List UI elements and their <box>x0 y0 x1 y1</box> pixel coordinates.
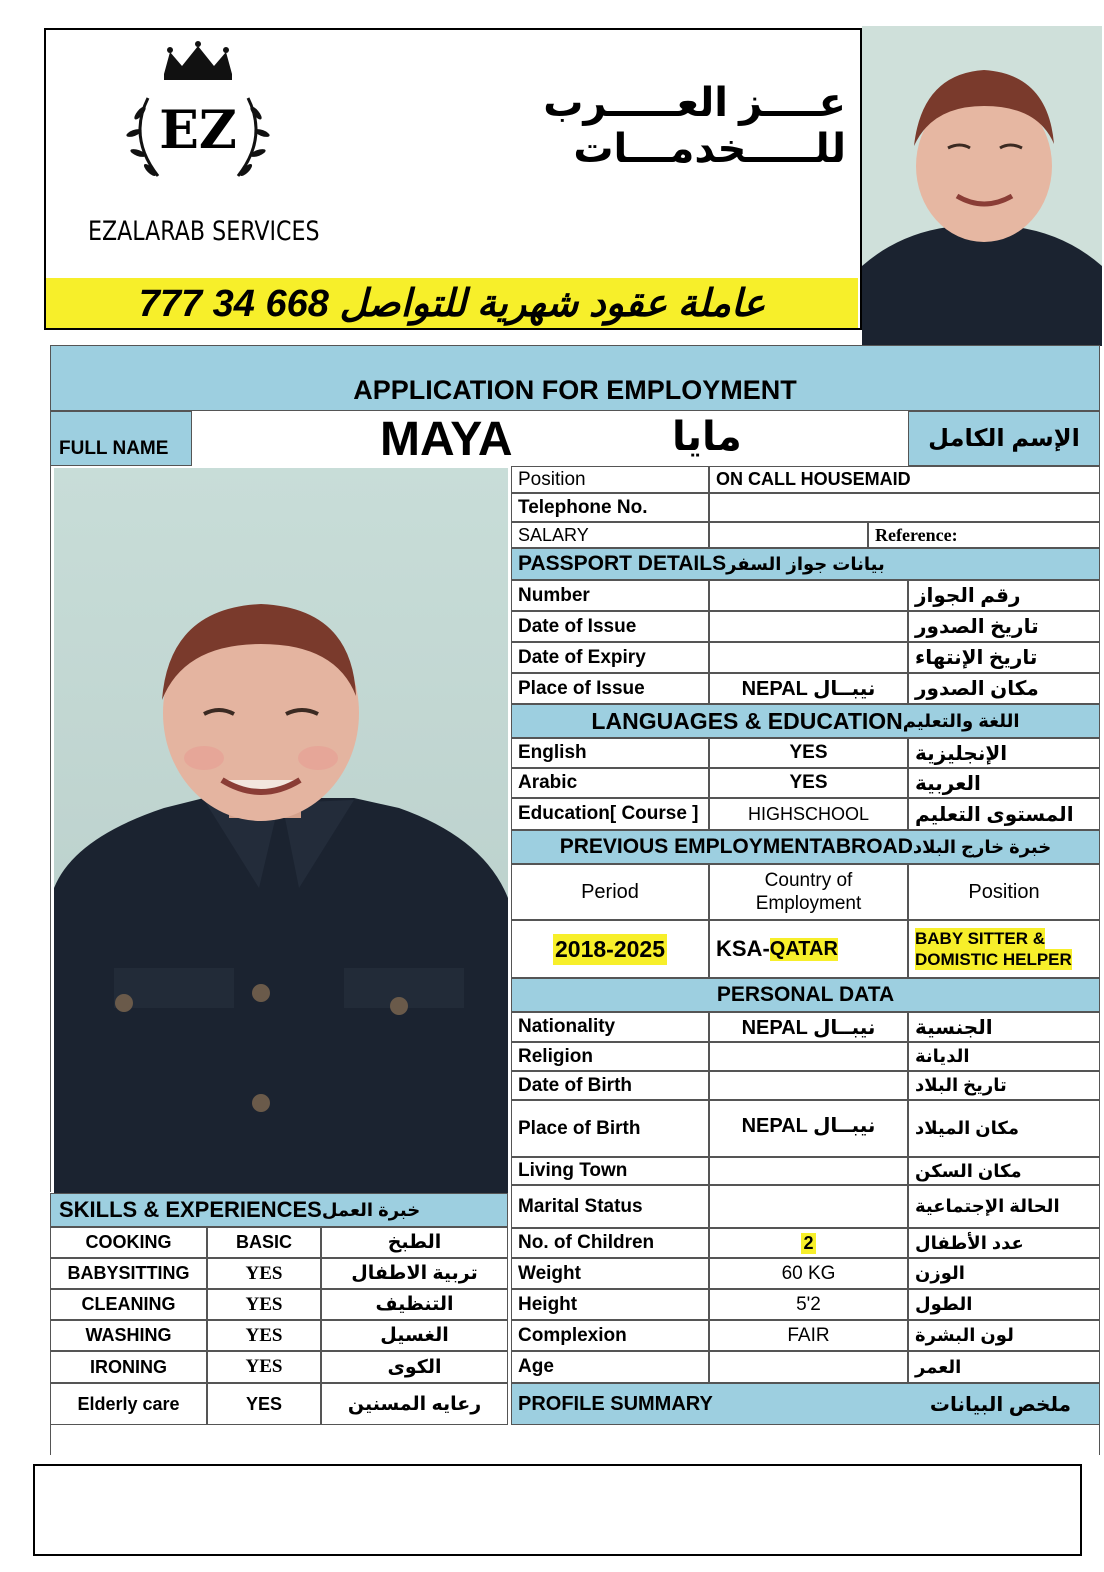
arabic-label-ar: العربية <box>908 768 1100 798</box>
english-label: English <box>511 738 709 768</box>
date-of-issue-label-ar: تاريخ الصدور <box>908 611 1100 642</box>
full-name-value-box <box>192 411 908 466</box>
form-title: APPLICATION FOR EMPLOYMENT <box>353 375 797 405</box>
place-of-issue-label-ar: مكان الصدور <box>908 673 1100 704</box>
logo-initials: EZ <box>159 100 237 161</box>
personal-data-heading: PERSONAL DATA <box>511 978 1100 1012</box>
height-value[interactable]: 5'2 <box>709 1289 908 1320</box>
height-label: Height <box>511 1289 709 1320</box>
telephone-value[interactable] <box>709 493 1100 522</box>
skill-cleaning: CLEANING <box>50 1289 207 1320</box>
nationality-value[interactable]: NEPAL نيبــال <box>709 1012 908 1042</box>
company-name-ar: عــــز العـــــرب للـــــخدمـــات <box>543 81 846 171</box>
english-label-ar: الإنجليزية <box>908 738 1100 768</box>
marital-status-value[interactable] <box>709 1185 908 1228</box>
form-title-bar <box>50 345 1100 411</box>
education-value[interactable]: HIGHSCHOOL <box>709 798 908 830</box>
full-name-en: MAYA <box>380 413 513 466</box>
children-label-ar: عدد الأطفال <box>908 1228 1100 1258</box>
english-value[interactable]: YES <box>709 738 908 768</box>
passport-number-label-ar: رقم الجواز <box>908 580 1100 611</box>
position-label: Position <box>511 466 709 493</box>
skill-ironing-ar: الكوى <box>321 1351 508 1383</box>
profile-summary-heading: PROFILE SUMMARY ملخص البيانات <box>511 1383 1100 1425</box>
date-of-birth-label-ar: تاريخ البلاد <box>908 1071 1100 1100</box>
skill-babysitting-ar: تربية الاطفال <box>321 1258 508 1289</box>
age-label: Age <box>511 1351 709 1383</box>
age-value[interactable] <box>709 1351 908 1383</box>
date-of-issue-value[interactable] <box>709 611 908 642</box>
applicant-photo-small <box>862 26 1102 346</box>
weight-label-ar: الوزن <box>908 1258 1100 1289</box>
passport-heading: PASSPORT DETAILS بيانات جواز السفر <box>511 548 1100 580</box>
skill-elderly-care-ar: رعايه المسنين <box>321 1383 508 1425</box>
position-value[interactable]: ON CALL HOUSEMAID <box>709 466 1100 493</box>
children-label: No. of Children <box>511 1228 709 1258</box>
place-of-issue-label: Place of Issue <box>511 673 709 704</box>
arabic-label: Arabic <box>511 768 709 798</box>
place-of-birth-label: Place of Birth <box>511 1100 709 1157</box>
place-of-birth-value[interactable]: NEPAL نيبــال <box>709 1100 908 1157</box>
religion-label: Religion <box>511 1042 709 1071</box>
skill-cooking: COOKING <box>50 1227 207 1258</box>
skill-washing: WASHING <box>50 1320 207 1351</box>
employment-col-position: Position <box>908 864 1100 920</box>
employment-period[interactable]: 2018-2025 <box>511 920 709 978</box>
complexion-value[interactable]: FAIR <box>709 1320 908 1351</box>
place-of-birth-label-ar: مكان الميلاد <box>908 1100 1100 1157</box>
skill-elderly-care: Elderly care <box>50 1383 207 1425</box>
full-name-label-en: FULL NAME <box>50 411 192 466</box>
full-name-ar: مايا <box>672 415 742 459</box>
telephone-label: Telephone No. <box>511 493 709 522</box>
marital-status-label-ar: الحالة الإجتماعية <box>908 1185 1100 1228</box>
nationality-label: Nationality <box>511 1012 709 1042</box>
employment-country[interactable]: KSA- QATAR <box>709 920 908 978</box>
weight-value[interactable]: 60 KG <box>709 1258 908 1289</box>
date-of-expiry-label: Date of Expiry <box>511 642 709 673</box>
height-label-ar: الطول <box>908 1289 1100 1320</box>
contact-banner <box>46 278 858 328</box>
skill-cooking-level[interactable]: BASIC <box>207 1227 321 1258</box>
skill-cleaning-ar: التنظيف <box>321 1289 508 1320</box>
employment-heading: PREVIOUS EMPLOYMENTABROAD خبرة خارج البلاد <box>511 830 1100 864</box>
salary-label: SALARY <box>511 522 709 548</box>
employment-position[interactable]: BABY SITTER & DOMISTIC HELPER <box>908 920 1100 978</box>
date-of-expiry-value[interactable] <box>709 642 908 673</box>
complexion-label: Complexion <box>511 1320 709 1351</box>
skill-babysitting-level[interactable]: YES <box>207 1258 321 1289</box>
passport-number-value[interactable] <box>709 580 908 611</box>
date-of-issue-label: Date of Issue <box>511 611 709 642</box>
skill-ironing: IRONING <box>50 1351 207 1383</box>
place-of-issue-value[interactable]: NEPAL نيبــال <box>709 673 908 704</box>
weight-label: Weight <box>511 1258 709 1289</box>
children-value[interactable]: 2 <box>709 1228 908 1258</box>
employment-col-country: Country of Employment <box>709 864 908 920</box>
languages-heading: LANGUAGES & EDUCATION اللغة والتعليم <box>511 704 1100 738</box>
living-town-label: Living Town <box>511 1157 709 1185</box>
contact-banner-text: عاملة عقود شهرية للتواصل 668 34 777 <box>138 282 766 325</box>
skill-cooking-ar: الطبخ <box>321 1227 508 1258</box>
reference-label: Reference: <box>868 522 1100 548</box>
skill-washing-ar: الغسيل <box>321 1320 508 1351</box>
profile-summary-box[interactable] <box>33 1464 1082 1556</box>
nationality-label-ar: الجنسية <box>908 1012 1100 1042</box>
company-logo <box>108 38 288 188</box>
date-of-birth-label: Date of Birth <box>511 1071 709 1100</box>
passport-number-label: Number <box>511 580 709 611</box>
religion-label-ar: الديانة <box>908 1042 1100 1071</box>
skills-heading: SKILLS & EXPERIENCES خبرة العمل <box>50 1193 508 1227</box>
date-of-birth-value[interactable] <box>709 1071 908 1100</box>
photo-frame-line <box>50 466 51 1192</box>
arabic-value[interactable]: YES <box>709 768 908 798</box>
skill-elderly-care-level[interactable]: YES <box>207 1383 321 1425</box>
complexion-label-ar: لون البشرة <box>908 1320 1100 1351</box>
applicant-photo-large <box>54 468 508 1196</box>
skill-cleaning-level[interactable]: YES <box>207 1289 321 1320</box>
living-town-value[interactable] <box>709 1157 908 1185</box>
religion-value[interactable] <box>709 1042 908 1071</box>
form-bottom-line <box>50 1425 1100 1455</box>
date-of-expiry-label-ar: تاريخ الإنتهاء <box>908 642 1100 673</box>
marital-status-label: Marital Status <box>511 1185 709 1228</box>
living-town-label-ar: مكان السكن <box>908 1157 1100 1185</box>
company-name-en: EZALARAB SERVICES <box>88 216 320 247</box>
skill-washing-level[interactable]: YES <box>207 1320 321 1351</box>
salary-value[interactable] <box>709 522 868 548</box>
skill-ironing-level[interactable]: YES <box>207 1351 321 1383</box>
full-name-label-ar: الإسم الكامل <box>908 411 1100 466</box>
education-label: Education[ Course ] <box>511 798 709 830</box>
skill-babysitting: BABYSITTING <box>50 1258 207 1289</box>
education-label-ar: المستوى التعليم <box>908 798 1100 830</box>
employment-col-period: Period <box>511 864 709 920</box>
age-label-ar: العمر <box>908 1351 1100 1383</box>
